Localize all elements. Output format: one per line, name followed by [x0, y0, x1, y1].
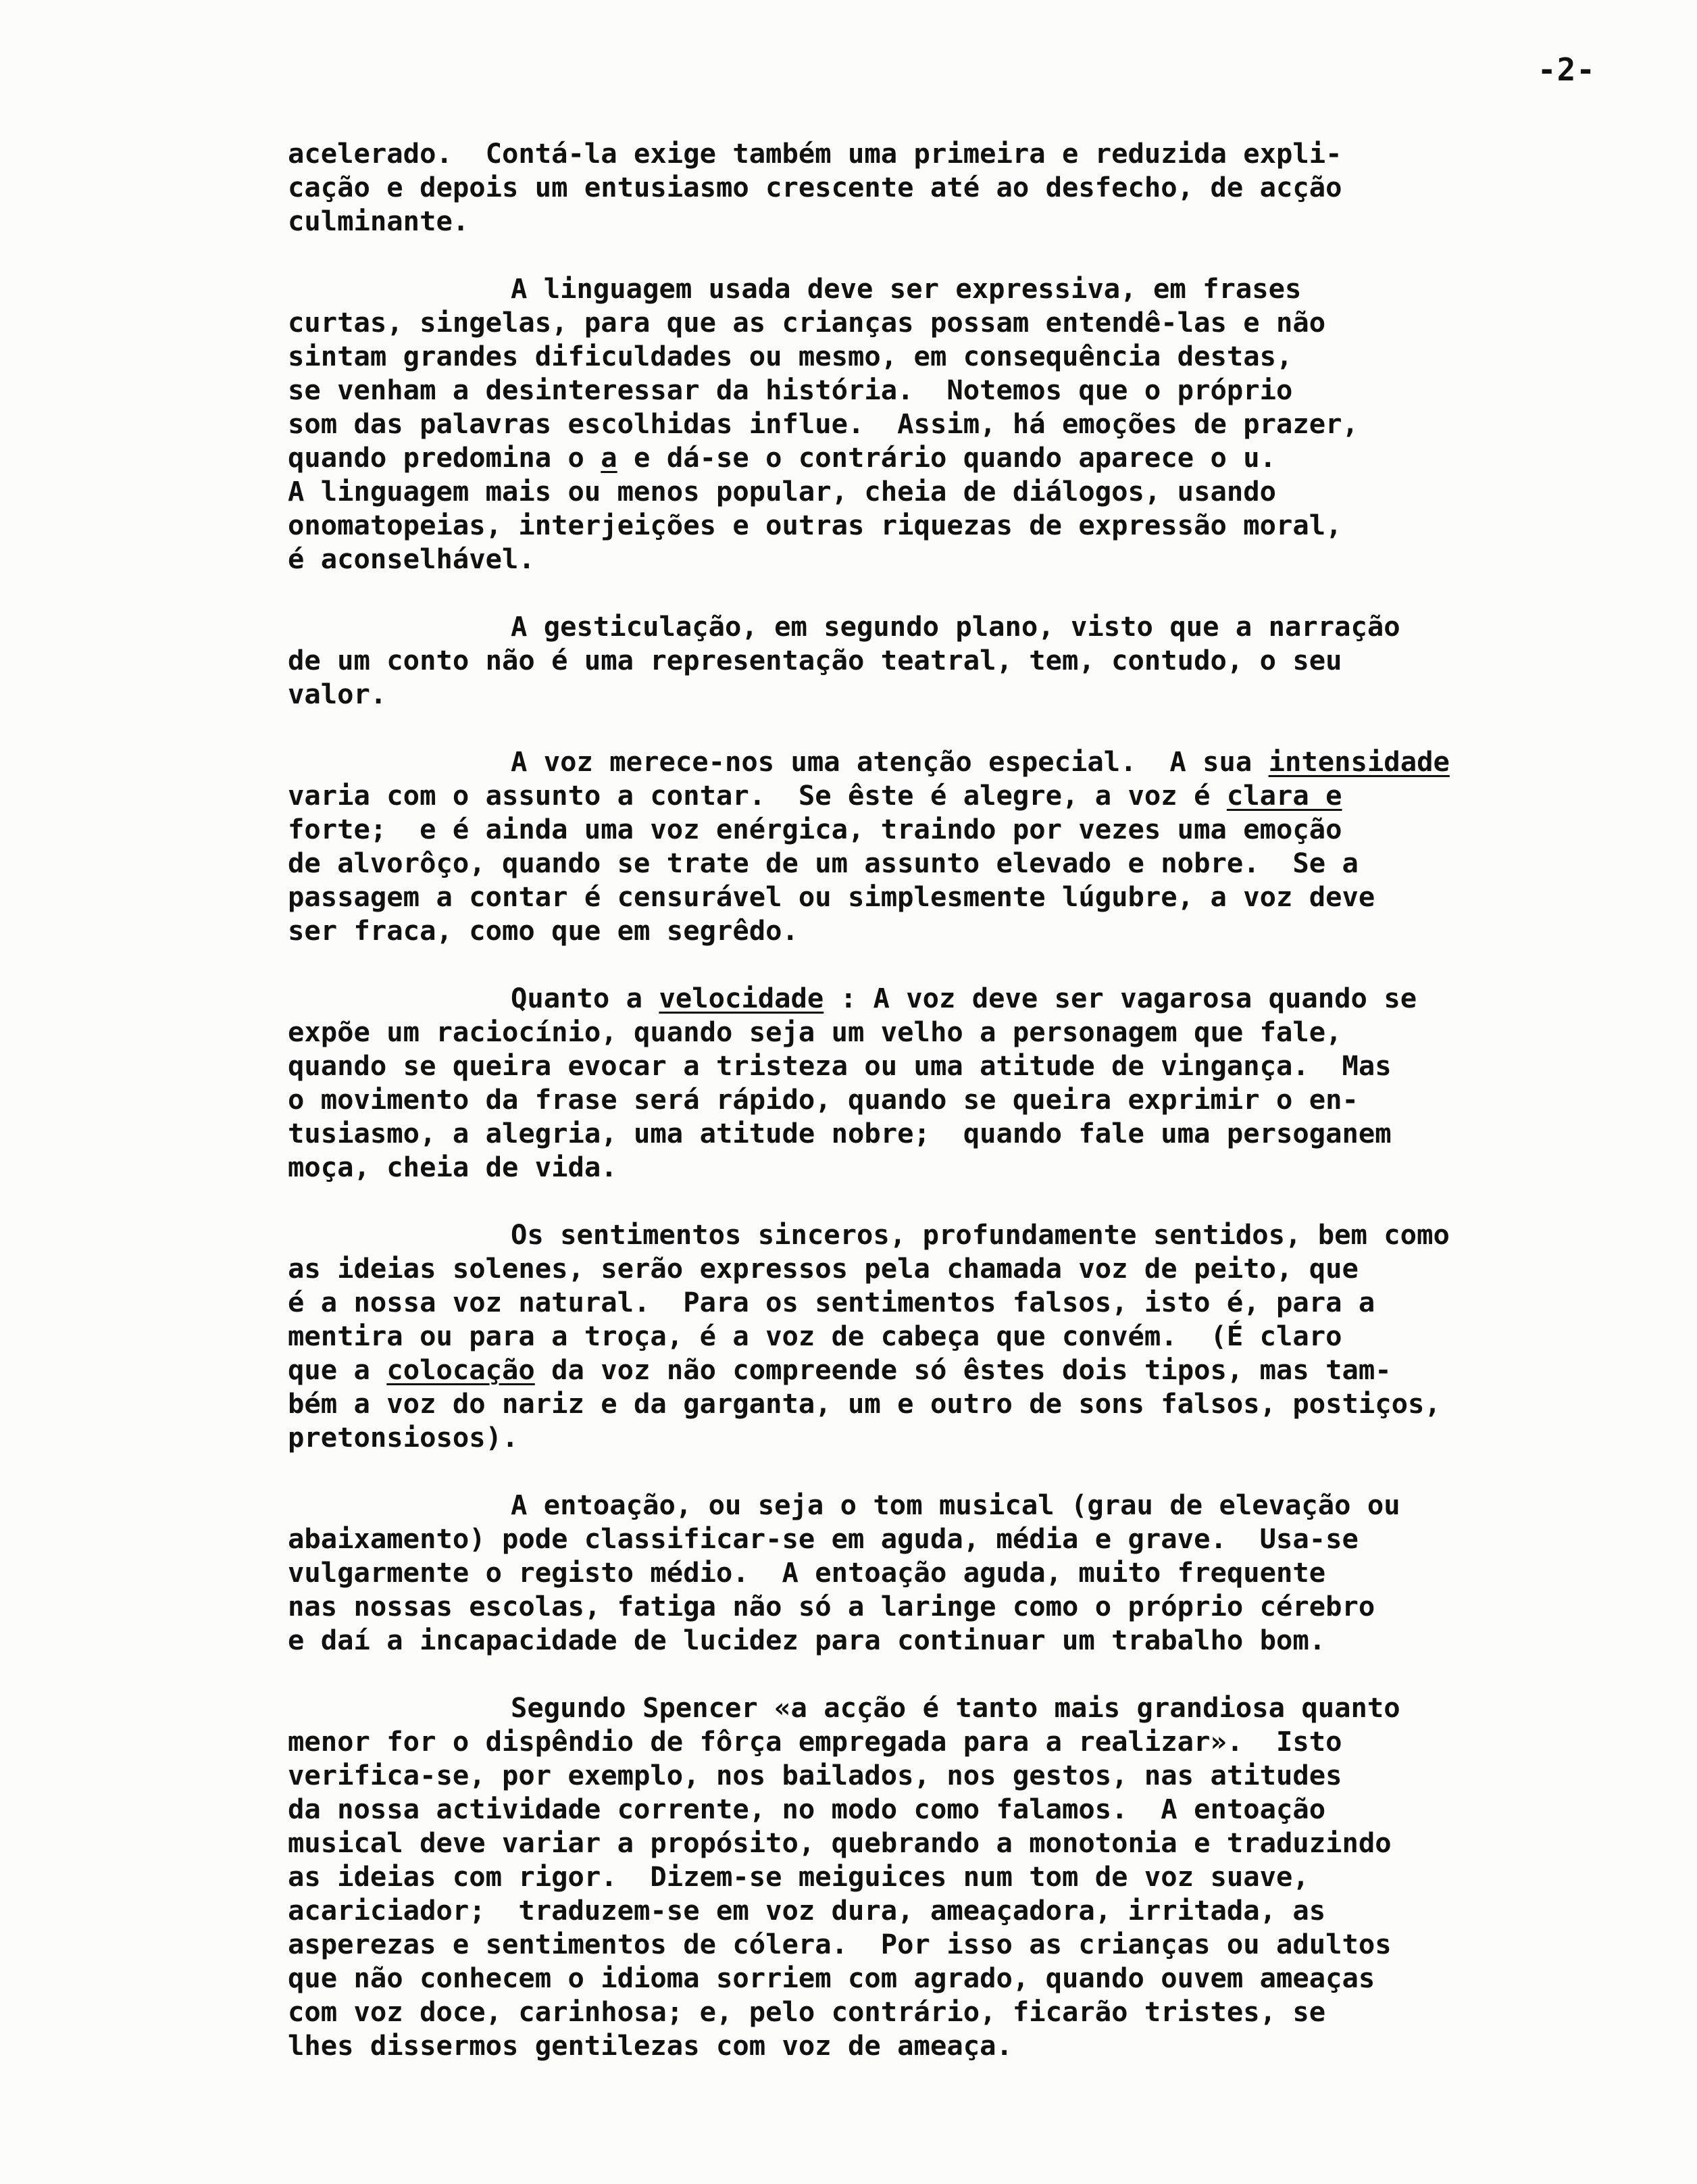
text-segment: tusiasmo, a alegria, uma atitude nobre; quando fale uma persoganem [288, 1117, 1392, 1149]
text-segment: pretonsiosos). [288, 1421, 519, 1454]
text-line [288, 1691, 1679, 1724]
text-line [288, 643, 1679, 677]
text-segment: quando se queira evocar a tristeza ou uma atitude de vingança. Mas [288, 1049, 1392, 1082]
text-segment: as ideias solenes, serão expressos pela chamada voz de peito, que [288, 1252, 1359, 1285]
text-line [288, 1758, 1679, 1792]
paragraph [288, 1218, 1679, 1454]
text-line [288, 812, 1679, 846]
text-line [288, 1116, 1679, 1150]
text-segment: menor for o dispêndio de fôrça empregada para a realizar». Isto [288, 1725, 1342, 1758]
text-line [288, 1792, 1679, 1826]
text-line [288, 1826, 1679, 1860]
text-line [288, 1387, 1679, 1420]
text-segment: passagem a contar é censurável ou simplesmente lúgubre, a voz deve [288, 880, 1375, 913]
text-line [288, 880, 1679, 914]
text-line [288, 610, 1679, 643]
text-segment: som das palavras escolhidas influe. Assim, há emoções de prazer, [288, 407, 1359, 440]
text-segment: A voz merece-nos uma atenção especial. A sua [511, 745, 1269, 778]
text-segment: A linguagem mais ou menos popular, cheia de diálogos, usando [288, 475, 1276, 507]
underlined-text: a [601, 441, 617, 474]
text-segment: A entoação, ou seja o tom musical (grau de elevação ou [511, 1489, 1400, 1521]
paragraph [288, 610, 1679, 711]
text-line [288, 373, 1679, 407]
text-line [288, 305, 1679, 339]
text-segment: vulgarmente o registo médio. A entoação aguda, muito frequente [288, 1556, 1326, 1589]
text-segment: é aconselhável. [288, 543, 535, 575]
text-segment: asperezas e sentimentos de cólera. Por isso as crianças ou adultos [288, 1928, 1392, 1960]
text-segment: moça, cheia de vida. [288, 1151, 617, 1183]
text-segment: culminante. [288, 205, 470, 237]
text-segment: é a nossa voz natural. Para os sentimentos falsos, isto é, para a [288, 1286, 1375, 1318]
text-line [288, 1556, 1679, 1589]
text-segment: acariciador; traduzem-se em voz dura, ameaçadora, irritada, as [288, 1894, 1326, 1927]
text-line [288, 677, 1679, 711]
text-line [288, 981, 1679, 1015]
text-segment: valor. [288, 678, 387, 710]
text-segment: e dá-se o contrário quando aparece o u. [617, 441, 1276, 474]
text-segment: com voz doce, carinhosa; e, pelo contrário, ficarão tristes, se [288, 1995, 1326, 2028]
text-segment: as ideias com rigor. Dizem-se meiguices num tom de voz suave, [288, 1860, 1309, 1893]
paragraph [288, 1488, 1679, 1657]
text-line [288, 204, 1679, 238]
underlined-text: clara e [1226, 779, 1342, 812]
text-line [288, 1995, 1679, 2029]
text-segment: A gesticulação, em segundo plano, visto que a narração [511, 610, 1400, 643]
text-segment: o movimento da frase será rápido, quando se queira exprimir o en- [288, 1083, 1359, 1116]
text-segment: quando predomina o [288, 441, 601, 474]
text-line [288, 136, 1679, 170]
text-segment: A linguagem usada deve ser expressiva, em frases [511, 272, 1302, 305]
text-line [288, 778, 1679, 812]
text-segment: sintam grandes dificuldades ou mesmo, em consequência destas, [288, 340, 1293, 372]
text-line [288, 1927, 1679, 1961]
text-segment: acelerado. Contá-la exige também uma primeira e reduzida expli- [288, 137, 1342, 170]
text-line [288, 170, 1679, 204]
text-segment: e daí a incapacidade de lucidez para continuar um trabalho bom. [288, 1624, 1326, 1656]
text-line [288, 441, 1679, 474]
underlined-text: velocidade [659, 982, 824, 1014]
text-line [288, 542, 1679, 576]
text-line [288, 1589, 1679, 1623]
text-line [288, 1353, 1679, 1387]
text-segment: mentira ou para a troça, é a voz de cabeça que convém. (É claro [288, 1320, 1342, 1352]
text-segment: abaixamento) pode classificar-se em aguda, média e grave. Usa-se [288, 1522, 1359, 1555]
text-line [288, 474, 1679, 508]
text-segment: curtas, singelas, para que as crianças possam entendê-las e não [288, 306, 1326, 339]
text-line [288, 1623, 1679, 1657]
text-segment: verifica-se, por exemplo, nos bailados, nos gestos, nas atitudes [288, 1759, 1342, 1791]
text-segment: musical deve variar a propósito, quebrando a monotonia e traduzindo [288, 1827, 1392, 1859]
text-segment: Quanto a [511, 982, 659, 1014]
text-line [288, 1251, 1679, 1285]
text-line [288, 1319, 1679, 1353]
text-line [288, 1893, 1679, 1927]
text-line [288, 1522, 1679, 1556]
text-line [288, 1218, 1679, 1251]
text-line [288, 2029, 1679, 2062]
underlined-text: colocação [386, 1354, 535, 1386]
page-number: -2- [1537, 51, 1596, 88]
text-segment: lhes dissermos gentilezas com voz de ameaça. [288, 2029, 1013, 2062]
text-line [288, 1015, 1679, 1049]
text-segment: se venham a desinteressar da história. Notemos que o próprio [288, 374, 1293, 406]
text-line [288, 272, 1679, 305]
text-segment: Os sentimentos sinceros, profundamente sentidos, bem como [511, 1218, 1450, 1251]
text-segment: que a [288, 1354, 387, 1386]
paragraph [288, 981, 1679, 1184]
paragraph [288, 272, 1679, 576]
text-segment: nas nossas escolas, fatiga não só a laringe como o próprio cérebro [288, 1590, 1375, 1622]
text-line [288, 1724, 1679, 1758]
text-line [288, 914, 1679, 947]
paragraph [288, 745, 1679, 947]
text-line [288, 508, 1679, 542]
text-segment: de alvorôço, quando se trate de um assunto elevado e nobre. Se a [288, 847, 1359, 879]
text-segment: da nossa actividade corrente, no modo como falamos. A entoação [288, 1793, 1326, 1825]
text-line [288, 846, 1679, 880]
text-line [288, 339, 1679, 373]
text-line [288, 1049, 1679, 1083]
text-segment: ser fraca, como que em segrêdo. [288, 914, 799, 947]
text-line [288, 1420, 1679, 1454]
text-line [288, 1083, 1679, 1116]
text-line [288, 1488, 1679, 1522]
text-line [288, 1860, 1679, 1893]
text-segment: onomatopeias, interjeições e outras riquezas de expressão moral, [288, 509, 1342, 541]
text-line [288, 1150, 1679, 1184]
text-segment: forte; e é ainda uma voz enérgica, traindo por vezes uma emoção [288, 813, 1342, 845]
paragraph [288, 136, 1679, 238]
text-segment: varia com o assunto a contar. Se êste é alegre, a voz é [288, 779, 1227, 812]
text-segment: Segundo Spencer «a acção é tanto mais grandiosa quanto [511, 1691, 1400, 1724]
text-line [288, 1961, 1679, 1995]
paragraph [288, 1691, 1679, 2062]
text-segment: que não conhecem o idioma sorriem com agrado, quando ouvem ameaças [288, 1962, 1375, 1994]
text-line [288, 1285, 1679, 1319]
text-segment: expõe um raciocínio, quando seja um velho a personagem que fale, [288, 1016, 1342, 1048]
text-segment: da voz não compreende só êstes dois tipos, mas tam- [534, 1354, 1392, 1386]
text-line [288, 745, 1679, 778]
underlined-text: intensidade [1268, 745, 1450, 778]
body-text [288, 136, 1679, 2096]
text-segment: bém a voz do nariz e da garganta, um e outro de sons falsos, postiços, [288, 1387, 1441, 1420]
text-segment: : A voz deve ser vagarosa quando se [824, 982, 1417, 1014]
text-segment: de um conto não é uma representação teatral, tem, contudo, o seu [288, 644, 1342, 676]
text-segment: cação e depois um entusiasmo crescente até ao desfecho, de acção [288, 171, 1342, 203]
text-line [288, 407, 1679, 441]
